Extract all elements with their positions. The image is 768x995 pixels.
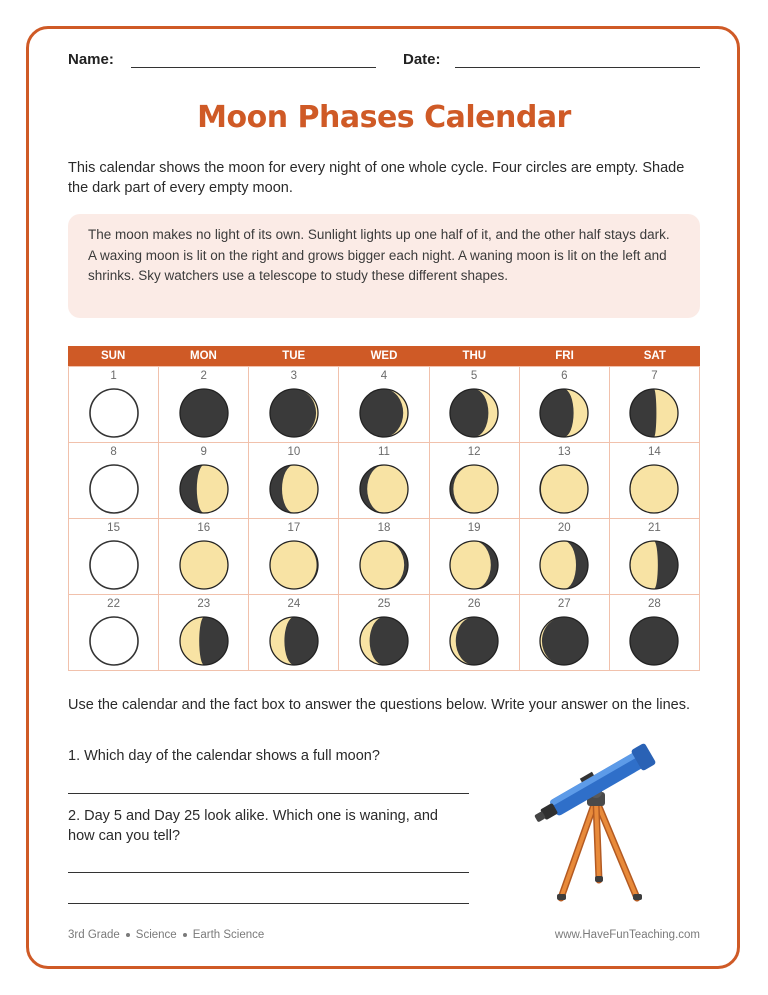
calendar-cell <box>339 595 429 671</box>
day-number: 22 <box>107 598 120 610</box>
moon-lit-part <box>197 465 228 513</box>
calendar-cell <box>69 595 159 671</box>
footer-grade: 3rd Grade <box>68 929 120 941</box>
moon-lit-part <box>282 465 318 513</box>
moon-lit-part <box>654 389 678 437</box>
name-line[interactable] <box>131 67 376 68</box>
day-number: 26 <box>467 598 481 610</box>
calendar-cell <box>249 443 339 519</box>
day-header-wed: WED <box>370 350 398 362</box>
calendar-cell <box>339 519 429 595</box>
day-number: 9 <box>200 446 207 458</box>
day-number: 7 <box>651 370 658 382</box>
date-line[interactable] <box>455 67 700 68</box>
day-number: 19 <box>467 522 481 534</box>
moon-phase-icon <box>538 615 590 667</box>
day-header-mon: MON <box>190 350 217 362</box>
calendar-cell <box>430 367 520 443</box>
day-number: 13 <box>557 446 571 458</box>
moon-phase-icon <box>268 387 320 439</box>
calendar-cell <box>159 595 249 671</box>
empty-moon-circle[interactable] <box>88 387 140 439</box>
day-number: 20 <box>557 522 571 534</box>
moon-phase-icon <box>628 615 680 667</box>
day-number: 11 <box>378 446 390 458</box>
calendar-cell <box>249 519 339 595</box>
moon-phase-icon <box>628 463 680 515</box>
moon-phase-icon <box>358 615 410 667</box>
moon-phase-icon <box>268 615 320 667</box>
day-number: 4 <box>380 370 388 382</box>
calendar-cell <box>69 519 159 595</box>
day-number: 17 <box>287 522 301 534</box>
calendar-cell <box>159 367 249 443</box>
empty-moon-outline <box>90 465 138 513</box>
empty-moon-circle[interactable] <box>88 463 140 515</box>
day-number: 12 <box>467 446 481 458</box>
day-number: 8 <box>110 446 117 458</box>
calendar-cell <box>430 443 520 519</box>
calendar-cell <box>430 519 520 595</box>
moon-phase-icon <box>268 463 320 515</box>
moon-calendar <box>68 346 700 671</box>
day-header-tue: TUE <box>282 350 306 362</box>
moon-phase-icon <box>358 539 410 591</box>
moon-phase-icon <box>358 463 410 515</box>
moon-lit-part <box>540 541 576 589</box>
day-number: 5 <box>470 370 478 382</box>
moon-phase-icon <box>448 539 500 591</box>
calendar-cell <box>520 367 610 443</box>
calendar-cell <box>339 367 429 443</box>
moon-phase-icon <box>628 539 680 591</box>
calendar-cell <box>610 367 700 443</box>
day-number: 15 <box>107 522 120 534</box>
calendar-cell <box>69 443 159 519</box>
calendar-header <box>68 346 700 366</box>
date-label: Date: <box>403 51 441 68</box>
day-number: 21 <box>648 522 661 534</box>
day-number: 18 <box>377 522 391 534</box>
moon-phase-icon <box>448 463 500 515</box>
moon-phase-icon <box>178 539 230 591</box>
bullet-icon <box>126 933 130 937</box>
moon-phase-icon <box>178 615 230 667</box>
calendar-cell <box>249 595 339 671</box>
moon-lit-part <box>630 541 658 589</box>
calendar-cell <box>520 595 610 671</box>
day-number: 28 <box>648 598 661 610</box>
empty-moon-outline <box>90 389 138 437</box>
moon-phase-icon <box>178 387 230 439</box>
calendar-cell <box>520 519 610 595</box>
day-number: 2 <box>200 370 207 382</box>
day-number: 1 <box>110 370 117 382</box>
day-number: 3 <box>290 370 298 382</box>
calendar-cell <box>610 443 700 519</box>
day-number: 25 <box>377 598 391 610</box>
fact-box: The moon makes no light of its own. Sunlight lights up one half of it, and the other half stays dark. A waxing moon is lit on the right and grows bigger each night. A waning moon is lit on the left and shrinks. Sky watchers use a telescope to study these different shapes. <box>68 214 700 318</box>
empty-moon-circle[interactable] <box>88 539 140 591</box>
day-number: 27 <box>557 598 571 610</box>
instructions-text: Use the calendar and the fact box to answer the questions below. Write your answer on the lines. <box>68 697 690 713</box>
day-number: 14 <box>648 446 661 458</box>
empty-moon-outline <box>90 541 138 589</box>
calendar-cell <box>610 595 700 671</box>
day-number: 23 <box>197 598 211 610</box>
name-label: Name: <box>68 51 114 68</box>
moon-phase-icon <box>268 539 320 591</box>
moon-phase-icon <box>538 539 590 591</box>
empty-moon-circle[interactable] <box>88 615 140 667</box>
calendar-cell <box>610 519 700 595</box>
calendar-cell <box>249 367 339 443</box>
calendar-grid <box>68 366 700 671</box>
page-title: Moon Phases Calendar <box>197 100 571 135</box>
answer-line-1[interactable] <box>68 793 469 794</box>
moon-phase-icon <box>538 387 590 439</box>
day-header-fri: FRI <box>555 350 574 362</box>
question-2: 2. Day 5 and Day 25 look alike. Which one is waning, and how can you tell? <box>68 808 438 844</box>
moon-phase-icon <box>358 387 410 439</box>
telescope-icon <box>525 740 665 910</box>
day-number: 24 <box>287 598 301 610</box>
calendar-cell <box>430 595 520 671</box>
calendar-cell <box>159 519 249 595</box>
footer-website[interactable]: www.HaveFunTeaching.com <box>554 929 700 941</box>
moon-phase-icon <box>448 615 500 667</box>
intro-text: This calendar shows the moon for every night of one whole cycle. Four circles are empty. Shade the dark part of every empty moon. <box>68 160 685 196</box>
footer-tags <box>68 929 264 941</box>
day-header-sun: SUN <box>101 350 126 362</box>
day-number: 6 <box>561 370 568 382</box>
moon-phase-icon <box>448 387 500 439</box>
moon-phase-icon <box>178 463 230 515</box>
empty-moon-outline <box>90 617 138 665</box>
moon-phase-icon <box>628 387 680 439</box>
footer-topic: Earth Science <box>192 929 265 941</box>
answer-line-2[interactable] <box>68 872 469 873</box>
answer-line-3[interactable] <box>68 903 469 904</box>
calendar-cell <box>69 367 159 443</box>
day-number: 10 <box>287 446 301 458</box>
calendar-cell <box>159 443 249 519</box>
moon-phase-icon <box>538 463 590 515</box>
question-1: 1. Which day of the calendar shows a full moon? <box>68 748 380 764</box>
calendar-cell <box>339 443 429 519</box>
day-header-thu: THU <box>462 350 487 362</box>
day-number: 16 <box>197 522 211 534</box>
calendar-cell <box>520 443 610 519</box>
bullet-icon <box>183 933 187 937</box>
day-header-sat: SAT <box>643 350 666 362</box>
footer-subject: Science <box>135 929 177 941</box>
